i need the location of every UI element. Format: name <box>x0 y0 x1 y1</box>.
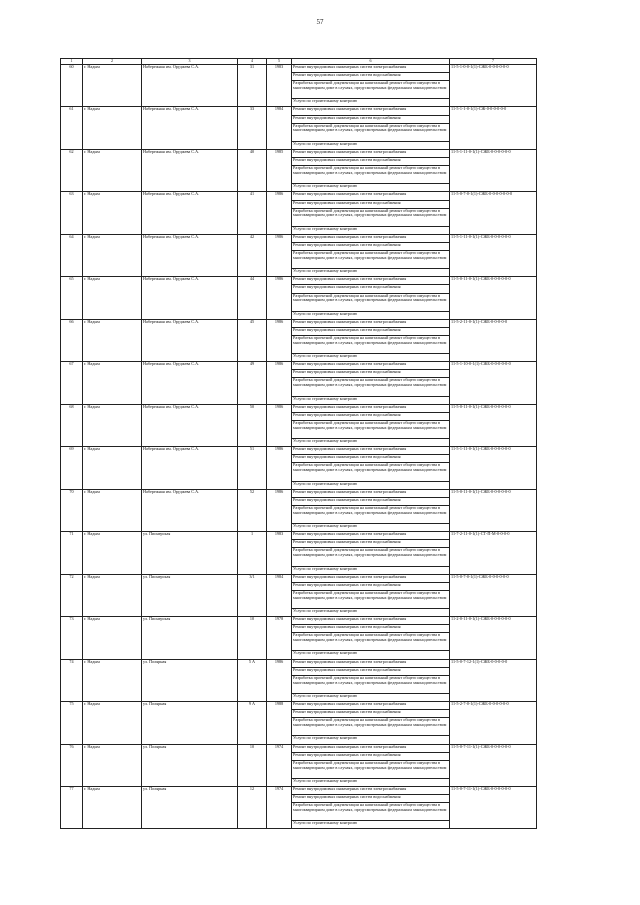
year-cell: 1983 <box>267 65 292 107</box>
row-number: 73 <box>61 617 83 659</box>
work-cell: Ремонт внутридомовых инженерных систем электроснабжения <box>292 362 450 370</box>
work-cell: Ремонт внутридомовых инженерных систем электроснабжения <box>292 319 450 327</box>
work-cell: Ремонт внутридомовых инженерных систем водоснабжения <box>292 327 450 335</box>
year-cell: 1986 <box>267 489 292 531</box>
work-cell: Услуги по строительному контролю <box>292 693 450 701</box>
work-cell: Ремонт внутридомовых инженерных систем электроснабжения <box>292 786 450 794</box>
street-cell: Набережная им. Оруджева С.А. <box>142 447 238 489</box>
code-cell: 11-5-1-0-0-1(1)-СЖБ-0-0-0-0-0-0 <box>450 65 537 107</box>
table-row <box>61 277 537 285</box>
row-number: 70 <box>61 489 83 531</box>
code-cell: 11-5-2-7-0-1(1)-СЖБ-0-0-0-0-0-0 <box>450 702 537 744</box>
year-cell: 1978 <box>267 617 292 659</box>
table-row <box>61 532 537 540</box>
house-cell: 40 <box>238 149 267 191</box>
code-cell: 11-5-0-11-0-1(1)-СЖБ-0-0-0-0-0-0 <box>450 277 537 319</box>
row-number: 76 <box>61 744 83 786</box>
work-cell: Разработка проектной документации на капитальный ремонт общего имущества в многоквартирном доме в случаях, предусмотренных федеральным законодательством <box>292 123 450 141</box>
code-cell: 11-2-0-11-0-1(1)-СЖБ-0-0-0-0-0-0 <box>450 617 537 659</box>
work-cell: Разработка проектной документации на капитальный ремонт общего имущества в многоквартирном доме в случаях, предусмотренных федеральным законодательством <box>292 590 450 608</box>
row-number: 68 <box>61 404 83 446</box>
row-number: 67 <box>61 362 83 404</box>
work-cell: Ремонт внутридомовых инженерных систем электроснабжения <box>292 617 450 625</box>
city-cell: г. Надым <box>83 489 142 531</box>
work-cell: Услуги по строительному контролю <box>292 651 450 659</box>
work-cell: Ремонт внутридомовых инженерных систем электроснабжения <box>292 489 450 497</box>
table-row <box>61 362 537 370</box>
year-cell: 1986 <box>267 277 292 319</box>
street-cell: Набережная им. Оруджева С.А. <box>142 277 238 319</box>
work-cell: Ремонт внутридомовых инженерных систем водоснабжения <box>292 455 450 463</box>
work-cell: Разработка проектной документации на капитальный ремонт общего имущества в многоквартирном доме в случаях, предусмотренных федеральным законодательством <box>292 760 450 778</box>
work-cell: Ремонт внутридомовых инженерных систем водоснабжения <box>292 158 450 166</box>
work-cell: Разработка проектной документации на капитальный ремонт общего имущества в многоквартирном доме в случаях, предусмотренных федеральным законодательством <box>292 675 450 693</box>
row-number: 62 <box>61 149 83 191</box>
work-cell: Услуги по строительному контролю <box>292 269 450 277</box>
work-cell: Услуги по строительному контролю <box>292 778 450 786</box>
year-cell: 1986 <box>267 404 292 446</box>
street-cell: Набережная им. Оруджева С.А. <box>142 319 238 361</box>
work-cell: Разработка проектной документации на капитальный ремонт общего имущества в многоквартирном доме в случаях, предусмотренных федеральным законодательством <box>292 293 450 311</box>
table-row <box>61 107 537 115</box>
row-number: 69 <box>61 447 83 489</box>
year-cell: 1985 <box>267 149 292 191</box>
work-cell: Ремонт внутридомовых инженерных систем водоснабжения <box>292 625 450 633</box>
code-cell: 11-5-1-11-0-1(1)-СЖБ-0-0-0-0-0-0 <box>450 234 537 276</box>
city-cell: г. Надым <box>83 617 142 659</box>
work-cell: Разработка проектной документации на капитальный ремонт общего имущества в многоквартирном доме в случаях, предусмотренных федеральным законодательством <box>292 463 450 481</box>
work-cell: Разработка проектной документации на капитальный ремонт общего имущества в многоквартирном доме в случаях, предусмотренных федеральным законодательством <box>292 336 450 354</box>
house-cell: 42 <box>238 234 267 276</box>
column-header: 1 <box>61 59 83 65</box>
column-header: 7 <box>450 59 537 65</box>
work-cell: Ремонт внутридомовых инженерных систем электроснабжения <box>292 65 450 73</box>
table-row <box>61 617 537 625</box>
table-row <box>61 319 537 327</box>
work-cell: Услуги по строительному контролю <box>292 566 450 574</box>
year-cell: 1974 <box>267 744 292 786</box>
code-cell: 11-5-2-11-0-1(1)-СЖБ-0-0-0-0-0 <box>450 319 537 361</box>
city-cell: г. Надым <box>83 362 142 404</box>
work-cell: Ремонт внутридомовых инженерных систем электроснабжения <box>292 659 450 667</box>
table-row <box>61 702 537 710</box>
city-cell: г. Надым <box>83 532 142 574</box>
work-cell: Разработка проектной документации на капитальный ремонт общего имущества в многоквартирном доме в случаях, предусмотренных федеральным законодательством <box>292 251 450 269</box>
row-number: 75 <box>61 702 83 744</box>
city-cell: г. Надым <box>83 659 142 701</box>
table-row <box>61 447 537 455</box>
code-cell: 11-5-0-7-11-1(1)-СЖБ-0-0-0-0-0-0 <box>450 744 537 786</box>
table-row <box>61 489 537 497</box>
work-cell: Ремонт внутридомовых инженерных систем водоснабжения <box>292 285 450 293</box>
row-number: 65 <box>61 277 83 319</box>
year-cell: 1984 <box>267 574 292 616</box>
city-cell: г. Надым <box>83 107 142 149</box>
column-header: 2 <box>83 59 142 65</box>
row-number: 60 <box>61 65 83 107</box>
row-number: 72 <box>61 574 83 616</box>
work-cell: Ремонт внутридомовых инженерных систем водоснабжения <box>292 540 450 548</box>
table-row <box>61 404 537 412</box>
work-cell: Услуги по строительному контролю <box>292 354 450 362</box>
street-cell: Набережная им. Оруджева С.А. <box>142 149 238 191</box>
table-row <box>61 149 537 157</box>
house-cell: 52 <box>238 489 267 531</box>
house-cell: 50 <box>238 404 267 446</box>
year-cell: 1986 <box>267 192 292 234</box>
work-cell: Ремонт внутридомовых инженерных систем водоснабжения <box>292 497 450 505</box>
year-cell: 1983 <box>267 532 292 574</box>
work-cell: Разработка проектной документации на капитальный ремонт общего имущества в многоквартирном доме в случаях, предусмотренных федеральным законодательством <box>292 505 450 523</box>
work-cell: Ремонт внутридомовых инженерных систем электроснабжения <box>292 744 450 752</box>
work-cell: Разработка проектной документации на капитальный ремонт общего имущества в многоквартирном доме в случаях, предусмотренных федеральным законодательством <box>292 420 450 438</box>
column-header: 3 <box>142 59 238 65</box>
year-cell: 1986 <box>267 659 292 701</box>
house-cell: 10 <box>238 744 267 786</box>
work-cell: Разработка проектной документации на капитальный ремонт общего имущества в многоквартирном доме в случаях, предусмотренных федеральным законодательством <box>292 166 450 184</box>
work-cell: Услуги по строительному контролю <box>292 481 450 489</box>
street-cell: Набережная им. Оруджева С.А. <box>142 65 238 107</box>
work-cell: Услуги по строительному контролю <box>292 226 450 234</box>
row-number: 61 <box>61 107 83 149</box>
house-cell: 31 <box>238 65 267 107</box>
row-number: 64 <box>61 234 83 276</box>
house-cell: 41 <box>238 192 267 234</box>
work-cell: Услуги по строительному контролю <box>292 609 450 617</box>
row-number: 63 <box>61 192 83 234</box>
house-cell: 9 А <box>238 702 267 744</box>
code-cell: 11-5-0-11-0-1(1)-СЖБ-0-0-0-0-0-0 <box>450 404 537 446</box>
table-row <box>61 234 537 242</box>
house-cell: 44 <box>238 277 267 319</box>
work-cell: Разработка проектной документации на капитальный ремонт общего имущества в многоквартирном доме в случаях, предусмотренных федеральным законодательством <box>292 81 450 99</box>
work-cell: Ремонт внутридомовых инженерных систем водоснабжения <box>292 73 450 81</box>
register-table <box>60 58 537 829</box>
work-cell: Услуги по строительному контролю <box>292 311 450 319</box>
work-cell: Ремонт внутридомовых инженерных систем электроснабжения <box>292 574 450 582</box>
work-cell: Услуги по строительному контролю <box>292 396 450 404</box>
work-cell: Ремонт внутридомовых инженерных систем водоснабжения <box>292 795 450 803</box>
work-cell: Услуги по строительному контролю <box>292 141 450 149</box>
street-cell: Набережная им. Оруджева С.А. <box>142 489 238 531</box>
work-cell: Разработка проектной документации на капитальный ремонт общего имущества в многоквартирном доме в случаях, предусмотренных федеральным законодательством <box>292 208 450 226</box>
house-cell: 5 А <box>238 659 267 701</box>
city-cell: г. Надым <box>83 574 142 616</box>
work-cell: Ремонт внутридомовых инженерных систем водоснабжения <box>292 200 450 208</box>
work-cell: Разработка проектной документации на капитальный ремонт общего имущества в многоквартирном доме в случаях, предусмотренных федеральным законодательством <box>292 718 450 736</box>
code-cell: 11-5-0-11-0-1(1)-СЖБ-0-0-0-0-0-0 <box>450 489 537 531</box>
work-cell: Ремонт внутридомовых инженерных систем электроснабжения <box>292 277 450 285</box>
house-cell: 10 <box>238 617 267 659</box>
street-cell: ул. Полярная <box>142 744 238 786</box>
work-cell: Разработка проектной документации на капитальный ремонт общего имущества в многоквартирном доме в случаях, предусмотренных федеральным законодательством <box>292 378 450 396</box>
house-cell: 51 <box>238 447 267 489</box>
work-cell: Ремонт внутридомовых инженерных систем водоснабжения <box>292 752 450 760</box>
year-cell: 1974 <box>267 786 292 828</box>
street-cell: ул. Полярная <box>142 702 238 744</box>
street-cell: ул. Пионерская <box>142 574 238 616</box>
work-cell: Ремонт внутридомовых инженерных систем водоснабжения <box>292 582 450 590</box>
house-cell: 3/1 <box>238 574 267 616</box>
city-cell: г. Надым <box>83 319 142 361</box>
city-cell: г. Надым <box>83 149 142 191</box>
year-cell: 1986 <box>267 319 292 361</box>
street-cell: ул. Полярная <box>142 786 238 828</box>
city-cell: г. Надым <box>83 447 142 489</box>
column-header: 5 <box>267 59 292 65</box>
code-cell: 11-5-1-10-0-1(1)-СЖБ-0-0-0-0-0-0 <box>450 362 537 404</box>
work-cell: Услуги по строительному контролю <box>292 736 450 744</box>
row-number: 71 <box>61 532 83 574</box>
street-cell: Набережная им. Оруджева С.А. <box>142 192 238 234</box>
table-row <box>61 65 537 73</box>
page-number: 57 <box>316 18 324 26</box>
work-cell: Услуги по строительному контролю <box>292 99 450 107</box>
year-cell: 1988 <box>267 702 292 744</box>
house-cell: 49 <box>238 362 267 404</box>
table-row <box>61 574 537 582</box>
code-cell: 11-5-1-1-0-1(1)-СЖ-0-0-0-0-0-0 <box>450 107 537 149</box>
column-header: 4 <box>238 59 267 65</box>
code-cell: 11-5-0-7-0-1(1)-СЖБ-0-0-0-0-0-0-0 <box>450 192 537 234</box>
code-cell: 11-5-0-7-11-1(1)-СЖБ-0-0-0-0-0-0 <box>450 786 537 828</box>
work-cell: Услуги по строительному контролю <box>292 439 450 447</box>
street-cell: ул. Пионерская <box>142 617 238 659</box>
city-cell: г. Надым <box>83 786 142 828</box>
work-cell: Разработка проектной документации на капитальный ремонт общего имущества в многоквартирном доме в случаях, предусмотренных федеральным законодательством <box>292 803 450 821</box>
house-cell: 12 <box>238 786 267 828</box>
work-cell: Ремонт внутридомовых инженерных систем электроснабжения <box>292 107 450 115</box>
work-cell: Услуги по строительному контролю <box>292 184 450 192</box>
table-row <box>61 659 537 667</box>
city-cell: г. Надым <box>83 744 142 786</box>
work-cell: Ремонт внутридомовых инженерных систем водоснабжения <box>292 412 450 420</box>
city-cell: г. Надым <box>83 277 142 319</box>
city-cell: г. Надым <box>83 192 142 234</box>
year-cell: 1986 <box>267 362 292 404</box>
table-row <box>61 744 537 752</box>
work-cell: Ремонт внутридомовых инженерных систем электроснабжения <box>292 447 450 455</box>
work-cell: Ремонт внутридомовых инженерных систем электроснабжения <box>292 404 450 412</box>
work-cell: Ремонт внутридомовых инженерных систем водоснабжения <box>292 710 450 718</box>
city-cell: г. Надым <box>83 404 142 446</box>
row-number: 77 <box>61 786 83 828</box>
street-cell: Набережная им. Оруджева С.А. <box>142 362 238 404</box>
table-body <box>61 65 537 829</box>
house-cell: 33 <box>238 107 267 149</box>
year-cell: 1986 <box>267 234 292 276</box>
street-cell: Набережная им. Оруджева С.А. <box>142 107 238 149</box>
house-cell: 45 <box>238 319 267 361</box>
work-cell: Ремонт внутридомовых инженерных систем электроснабжения <box>292 149 450 157</box>
year-cell: 1984 <box>267 107 292 149</box>
work-cell: Ремонт внутридомовых инженерных систем электроснабжения <box>292 234 450 242</box>
code-cell: 11-5-0-7-12-1(1)-СЖБ-0-0-0-0-0 <box>450 659 537 701</box>
house-cell: 1 <box>238 532 267 574</box>
work-cell: Услуги по строительному контролю <box>292 821 450 829</box>
table-row <box>61 192 537 200</box>
street-cell: ул. Пионерская <box>142 532 238 574</box>
work-cell: Разработка проектной документации на капитальный ремонт общего имущества в многоквартирном доме в случаях, предусмотренных федеральным законодательством <box>292 548 450 566</box>
code-cell: 11-5-0-7-0-1(1)-СЖБ-0-0-0-0-0-0 <box>450 574 537 616</box>
row-number: 74 <box>61 659 83 701</box>
street-cell: Набережная им. Оруджева С.А. <box>142 234 238 276</box>
street-cell: ул. Полярная <box>142 659 238 701</box>
work-cell: Разработка проектной документации на капитальный ремонт общего имущества в многоквартирном доме в случаях, предусмотренных федеральным законодательством <box>292 633 450 651</box>
work-cell: Ремонт внутридомовых инженерных систем водоснабжения <box>292 242 450 250</box>
work-cell: Ремонт внутридомовых инженерных систем электроснабжения <box>292 532 450 540</box>
row-number: 66 <box>61 319 83 361</box>
table-row <box>61 786 537 794</box>
column-header: 6 <box>292 59 450 65</box>
code-cell: 11-7-2-11-0-1(1)-СТ-П-М-0-0-0-0 <box>450 532 537 574</box>
street-cell: Набережная им. Оруджева С.А. <box>142 404 238 446</box>
code-cell: 11-5-1-11-0-1(1)-СЖБ-0-0-0-0-0-0 <box>450 149 537 191</box>
code-cell: 11-5-1-11-0-1(1)-СЖБ-0-0-0-0-0-0 <box>450 447 537 489</box>
city-cell: г. Надым <box>83 65 142 107</box>
year-cell: 1986 <box>267 447 292 489</box>
city-cell: г. Надым <box>83 234 142 276</box>
work-cell: Услуги по строительному контролю <box>292 524 450 532</box>
work-cell: Ремонт внутридомовых инженерных систем водоснабжения <box>292 667 450 675</box>
work-cell: Ремонт внутридомовых инженерных систем электроснабжения <box>292 702 450 710</box>
work-cell: Ремонт внутридомовых инженерных систем водоснабжения <box>292 115 450 123</box>
work-cell: Ремонт внутридомовых инженерных систем водоснабжения <box>292 370 450 378</box>
work-cell: Ремонт внутридомовых инженерных систем электроснабжения <box>292 192 450 200</box>
city-cell: г. Надым <box>83 702 142 744</box>
